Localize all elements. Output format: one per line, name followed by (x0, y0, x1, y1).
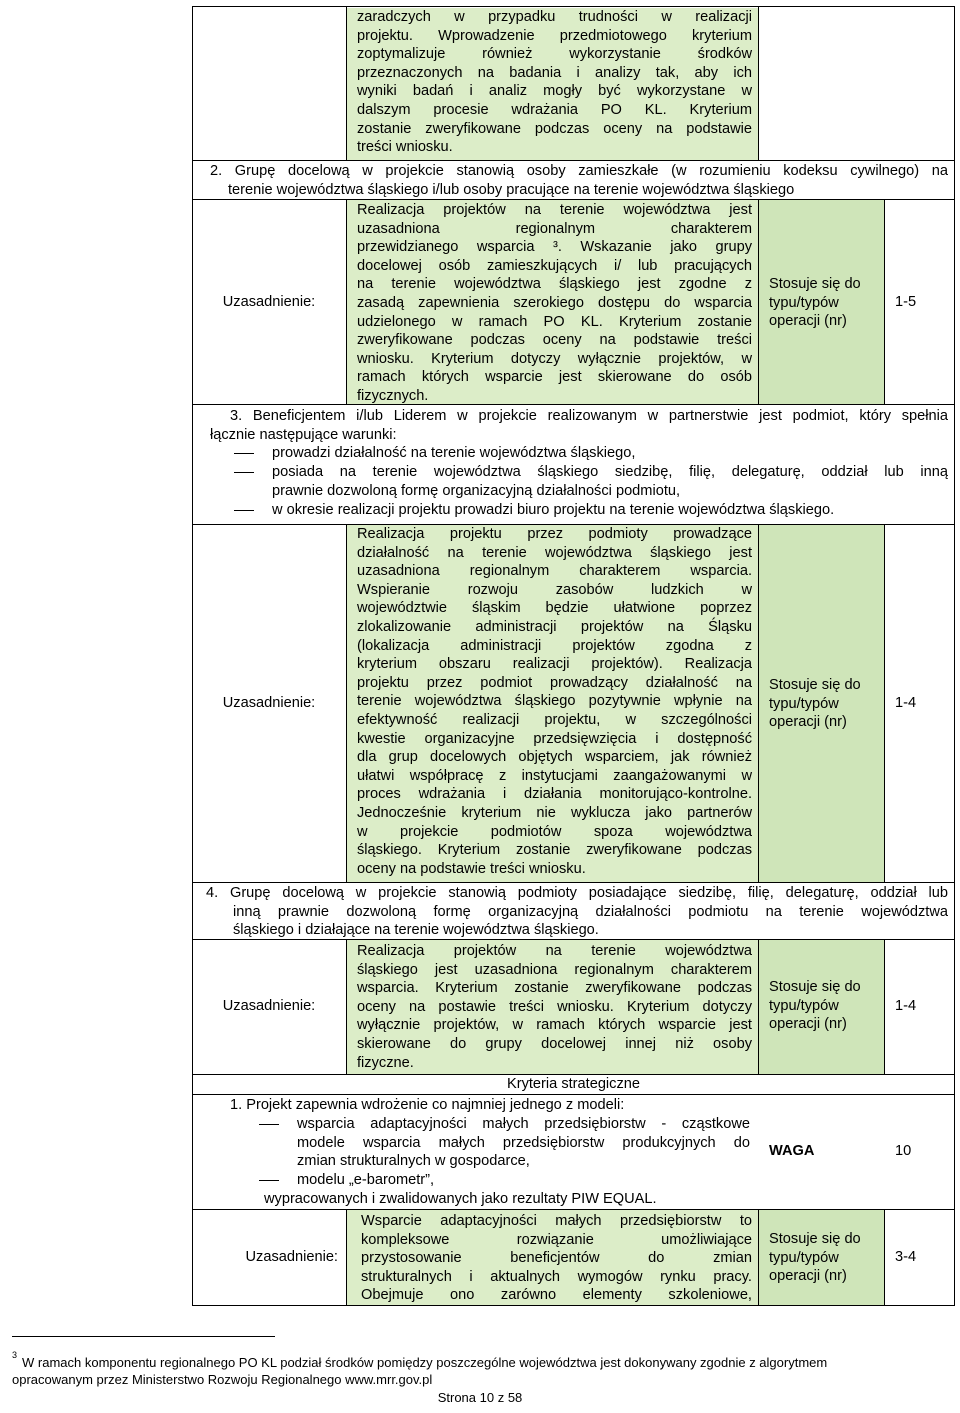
footnote-mark: 3 (12, 1350, 18, 1360)
text-line: uzasadniona regionalnym charakterem wsparcia. (357, 563, 752, 580)
bullet-item-continuation: prawnie dozwoloną formę organizacyjną działalności podmiotu, (272, 482, 681, 499)
text-line: fizyczne. (357, 1054, 414, 1071)
text-line: docelowej osób zamieszkujących i/ lub pracujących (357, 257, 752, 274)
text-line: udzielonego w ramach PO KL. Kryterium zostanie (357, 313, 752, 330)
text-line: śląskiego jest uzasadniona regionalnym charakterem (357, 961, 752, 978)
applies-line: typu/typów (769, 695, 839, 712)
footnote-separator (12, 1336, 275, 1337)
sub-item-continuation: modele wsparcia małych przedsiębiorstw produkcyjnych do (297, 1134, 750, 1151)
c4-range: 1-4 (895, 998, 917, 1014)
sub-item-continuation: zmian strukturalnych w gospodarce, (297, 1153, 530, 1170)
text-line: terenie województwa śląskiego i/lub osoby pracujące na terenie województwa śląskiego (228, 181, 795, 198)
applies-line: Stosuje się do (769, 1231, 861, 1247)
text-line: inną prawnie dozwoloną formę organizacyjną działalności podmiotu na terenie województwa (233, 903, 948, 920)
text-line: oceny na postawie treści wniosku. Kryterium dotyczy (357, 998, 752, 1015)
criterion-3-title (210, 407, 948, 444)
text-line: województwie śląskim będzie ułatwione poprzez (357, 600, 752, 617)
text-line: zlokalizowanie administracji projektów na Śląsku (357, 618, 752, 635)
criterion-4-title (206, 884, 948, 940)
text-line: zostanie zweryfikowane podczas oceny na podstawie (357, 120, 752, 137)
applies-line: Stosuje się do (769, 276, 861, 292)
criterion-2-title (210, 162, 948, 199)
text-line: wsparcia. Kryterium zostanie zweryfikowane podczas (357, 980, 752, 997)
strategic-header: Kryteria strategiczne (506, 1076, 641, 1092)
text-line: kwestie organizacyjne przedsięwzięcia i dostępność (357, 730, 752, 747)
text-line: 3. Beneficjentem i/lub Liderem w projekcie realizowanym w partnerstwie jest podmiot, który spełnia (230, 408, 948, 424)
text-line: Realizacja projektu przez podmioty prowadzące (357, 526, 752, 542)
strategic-subitems (297, 1115, 750, 1189)
c4-right-border (884, 939, 885, 1074)
criterion-3-bullets (272, 444, 948, 520)
text-line: ułatwi współpracę z instytucjami zaangażowanymi w (357, 767, 752, 784)
text-line: fizycznych. (357, 387, 429, 404)
text-line: przystosowanie beneficjentów do zmian (361, 1250, 752, 1267)
text-line: działalność na terenie województwa śląskiego jest (357, 544, 752, 561)
applies-line: typu/typów (769, 294, 839, 311)
applies-line: Stosuje się do (769, 979, 861, 995)
row-separator (192, 160, 955, 161)
applies-line: Stosuje się do (769, 677, 861, 693)
c2-right-border (884, 199, 885, 404)
waga-value: 10 (895, 1143, 912, 1159)
text-line: dla grup docelowych objętych wsparciem, jak również (357, 749, 752, 766)
text-line: śląskiego. Kryterium zostanie zweryfikowane podczas (357, 842, 752, 859)
text-line: na terenie województwa śląskiego jest zgodne z (357, 276, 752, 293)
text-line: uzasadniona regionalnym charakterem (357, 220, 752, 237)
row-separator (192, 1094, 955, 1095)
s-applies (759, 1210, 884, 1305)
text-line: śląskiego i działające na terenie województwa śląskiego. (233, 922, 599, 939)
applies-line: operacji (nr) (769, 714, 847, 731)
text-line: zoptymalizuje również wykorzystanie środków (357, 46, 752, 63)
bottom-border (192, 1305, 955, 1306)
text-line: wyniki badań i analiz mogły być wykorzystane w (357, 83, 752, 100)
footnote-text (12, 1355, 952, 1388)
c4-justification (347, 940, 758, 1074)
text-line: przeznaczonych na badania i analizy tak, aby ich (357, 64, 752, 81)
waga-label: WAGA (769, 1143, 815, 1159)
s-justification (347, 1210, 758, 1305)
bullet-item: prowadzi działalność na terenie województwa śląskiego, (272, 444, 948, 463)
s-range: 3-4 (895, 1249, 917, 1265)
sub-item: wsparcia adaptacyjności małych przedsiębiorstw - cząstkowe (297, 1116, 750, 1132)
text-line: zweryfikowane podczas oceny na podstawie treści (357, 332, 752, 349)
outer-right-border (954, 6, 955, 1306)
text-line: Realizacja projektów na terenie województwa jest (357, 202, 752, 218)
footnote-line: W ramach komponentu regionalnego PO KL podział środków pomiędzy poszczególne województwa jest dokonywany zgodnie z algorytmem (22, 1355, 828, 1370)
text-line: terenie województwa śląskiego pozytywnie wpłynie na (357, 693, 752, 710)
text-line: wyłącznie projektów, w ramach których wsparcie jest (357, 1017, 752, 1034)
text-line: 2. Grupę docelową w projekcie stanowią osoby zamieszkałe (w rozumieniu kodeksu cywilnego) na (210, 163, 948, 179)
block1-right-border (758, 6, 759, 160)
text-line: Wspieranie rozwoju zasobów ludzkich w (357, 581, 752, 598)
applies-line: operacji (nr) (769, 313, 847, 330)
text-line: łącznie następujące warunki: (210, 426, 397, 443)
text-line: oceny na podstawie treści wniosku. (357, 860, 586, 877)
text-line: proces wdrażania i działania monitorująco-kontrolne. (357, 786, 752, 803)
text-line: w projekcie podmiotów spoza województwa (357, 823, 752, 840)
c3-range: 1-4 (895, 695, 917, 711)
applies-line: operacji (nr) (769, 1268, 847, 1285)
text-line: treści wniosku. (357, 139, 453, 156)
text-line: kryterium obszaru realizacji projektów). Realizacja (357, 656, 752, 673)
text-line: Wsparcie adaptacyjności małych przedsiębiorstw to (361, 1213, 752, 1229)
c4-applies (759, 940, 884, 1074)
outer-left-border (192, 6, 193, 1306)
c3-label: Uzasadnienie: (222, 695, 316, 711)
text-line: wniosku. Kryterium dotyczy wyłącznie projektów, w (357, 350, 752, 367)
strategic-closing: wypracowanych i zwalidowanych jako rezultaty PIW EQUAL. (264, 1191, 657, 1207)
top-border (192, 6, 955, 7)
applies-line: operacji (nr) (769, 1016, 847, 1033)
text-line: zasadą zapewnienia szerokiego dostępu do wsparcia (357, 294, 752, 311)
text-line: efektywność realizacji projektu, w szczególności (357, 711, 752, 728)
text-line: zaradczych w przypadku trudności w realizacji (357, 9, 752, 25)
text-line: projektu przez podmiot prowadzący działalność na (357, 674, 752, 691)
c2-label: Uzasadnienie: (222, 294, 316, 310)
s-label: Uzasadnienie: (245, 1249, 338, 1265)
c4-label: Uzasadnienie: (222, 998, 316, 1014)
text-line: dalszym procesie wdrażania PO KL. Kryterium (357, 101, 752, 118)
text-line: strukturalnych i aktualnych wymogów rynku pracy. (361, 1268, 752, 1285)
text-line: skierowane do grupy docelowej innej niż osoby (357, 1035, 752, 1052)
c2-applies (759, 200, 884, 404)
applies-line: typu/typów (769, 1249, 839, 1266)
block1-text (347, 8, 758, 160)
text-line: Realizacja projektów na terenie województwa (357, 943, 752, 959)
text-line: kompleksowe rozwiązanie umożliwiające (361, 1231, 752, 1248)
c2-range: 1-5 (895, 294, 917, 310)
s-right-border (884, 1209, 885, 1305)
row-separator (192, 882, 955, 883)
text-line: Obejmuje ono zarówno elementy szkoleniowe, (361, 1287, 752, 1304)
text-line: przewidzianego wsparcia ³. Wskazanie jako grupy (357, 239, 752, 256)
sub-item: modelu „e-barometr”, (297, 1171, 750, 1190)
bullet-item: w okresie realizacji projektu prowadzi biuro projektu na terenie województwa śląskiego. (272, 501, 948, 520)
c3-applies (759, 525, 884, 882)
c3-justification (347, 525, 758, 882)
text-line: (lokalizacja administracji projektów zgodna z (357, 637, 752, 654)
applies-line: typu/typów (769, 997, 839, 1014)
bullet-item: posiada na terenie województwa śląskiego siedzibę, filię, delegaturę, oddział lub inną (272, 464, 948, 480)
strategic-item-1 (230, 1096, 760, 1115)
text-line: projektu. Wprowadzenie przedmiotowego kryterium (357, 27, 752, 44)
c3-right-border (884, 524, 885, 882)
text-line: ramach których wsparcie jest skierowane do osób (357, 369, 752, 386)
c2-justification (347, 200, 758, 404)
footnote-line: opracowanym przez Ministerstwo Rozwoju Regionalnego www.mrr.gov.pl (12, 1371, 433, 1387)
page-number: Strona 10 z 58 (437, 1390, 523, 1405)
text-line: 1. Projekt zapewnia wdrożenie co najmniej jednego z modeli: (230, 1097, 625, 1113)
text-line: 4. Grupę docelową w projekcie stanowią podmioty posiadające siedzibę, filię, delegaturę, oddział lub (206, 885, 948, 901)
text-line: Jednocześnie kryterium nie wyklucza jako partnerów (357, 804, 752, 821)
